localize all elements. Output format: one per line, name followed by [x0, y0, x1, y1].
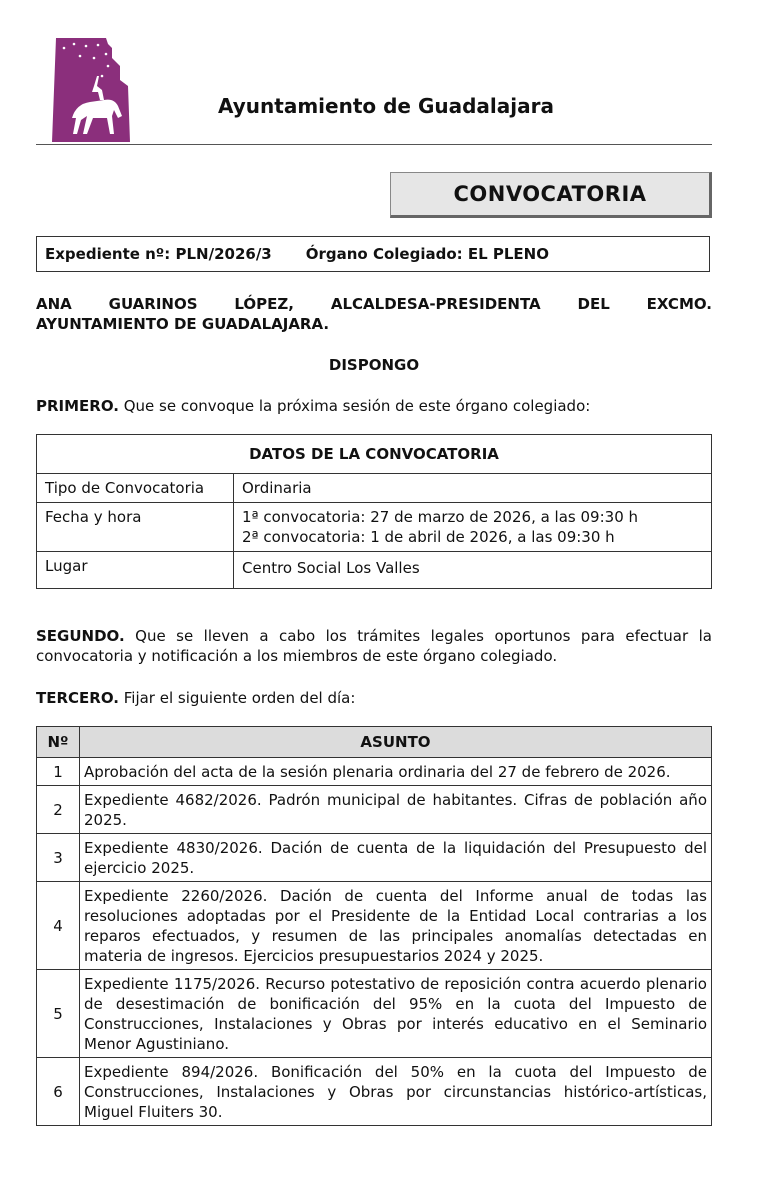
table-row [37, 1058, 712, 1126]
organization-name: Ayuntamiento de Guadalajara [218, 94, 554, 118]
fecha-line-1: 1ª convocatoria: 27 de marzo de 2026, a las 09:30 h [242, 508, 639, 526]
dispongo-heading: DISPONGO [328, 356, 420, 374]
col-header-num: Nº [37, 727, 80, 758]
table-row [37, 882, 712, 970]
item-asunto: Expediente 1175/2026. Recurso potestativo de reposición contra acuerdo plenario de desestimación de bonificación del 95% en la cuota del Impuesto de Construcciones, Instalaciones y Obras por interés educativo en el Seminario Menor Agustiniano. [80, 970, 712, 1058]
item-asunto: Expediente 4682/2026. Padrón municipal de habitantes. Cifras de población año 2025. [80, 786, 712, 834]
item-asunto: Aprobación del acta de la sesión plenaria ordinaria del 27 de febrero de 2026. [80, 758, 712, 786]
item-number: 1 [37, 758, 80, 786]
table-row [37, 503, 712, 552]
datos-convocatoria-table [36, 434, 712, 589]
organo-colegiado: Órgano Colegiado: EL PLENO [305, 245, 549, 263]
fecha-value [234, 503, 712, 552]
mayor-statement [36, 294, 712, 334]
item-number: 3 [37, 834, 80, 882]
document-title: CONVOCATORIA [390, 172, 712, 218]
item-number: 6 [37, 1058, 80, 1126]
fecha-line-2: 2ª convocatoria: 1 de abril de 2026, a las 09:30 h [242, 528, 615, 546]
table-row [37, 834, 712, 882]
item-number: 5 [37, 970, 80, 1058]
orden-del-dia-table [36, 726, 712, 1126]
table-row [37, 970, 712, 1058]
item-asunto: Expediente 894/2026. Bonificación del 50% en la cuota del Impuesto de Construcciones, Instalaciones y Obras por circunstancias histórico-artísticas, Miguel Fluiters 30. [80, 1058, 712, 1126]
tercero-text: Fijar el siguiente orden del día: [118, 689, 356, 707]
datos-heading: DATOS DE LA CONVOCATORIA [37, 435, 712, 474]
table-header-row [37, 727, 712, 758]
mayor-line-2: AYUNTAMIENTO DE GUADALAJARA. [36, 315, 330, 333]
expediente-number: Expediente nº: PLN/2026/3 [45, 245, 272, 263]
tipo-value: Ordinaria [234, 474, 712, 503]
table-row [37, 552, 712, 589]
expediente-box [36, 236, 710, 272]
primero-paragraph [36, 396, 712, 416]
table-row [37, 474, 712, 503]
table-row [37, 435, 712, 474]
segundo-paragraph [36, 626, 712, 666]
fecha-label: Fecha y hora [37, 503, 234, 552]
table-row [37, 758, 712, 786]
tercero-paragraph [36, 688, 712, 708]
mayor-line-1: ANA GUARINOS LÓPEZ, ALCALDESA-PRESIDENTA DEL EXCMO. [36, 295, 712, 313]
item-asunto: Expediente 4830/2026. Dación de cuenta de la liquidación del Presupuesto del ejercicio 2025. [80, 834, 712, 882]
guadalajara-coat-of-arms-logo [50, 36, 134, 142]
tipo-label: Tipo de Convocatoria [37, 474, 234, 503]
item-number: 4 [37, 882, 80, 970]
lugar-value: Centro Social Los Valles [234, 552, 712, 589]
primero-text: Que se convoque la próxima sesión de este órgano colegiado: [118, 397, 591, 415]
col-header-asunto: ASUNTO [80, 727, 712, 758]
header-divider [36, 144, 712, 145]
item-asunto: Expediente 2260/2026. Dación de cuenta del Informe anual de todas las resoluciones adoptadas por el Presidente de la Entidad Local contrarias a los reparos efectuados, y resumen de las principales anomalías detectadas en materia de ingresos. Ejercicios presupuestarios 2024 y 2025. [80, 882, 712, 970]
segundo-text: Que se lleven a cabo los trámites legales oportunos para efectuar la convocatoria y notificación a los miembros de este órgano colegiado. [36, 627, 712, 665]
item-number: 2 [37, 786, 80, 834]
tercero-label: TERCERO. [36, 689, 119, 707]
lugar-label: Lugar [37, 552, 234, 589]
segundo-label: SEGUNDO. [36, 627, 125, 645]
table-row [37, 786, 712, 834]
primero-label: PRIMERO. [36, 397, 119, 415]
